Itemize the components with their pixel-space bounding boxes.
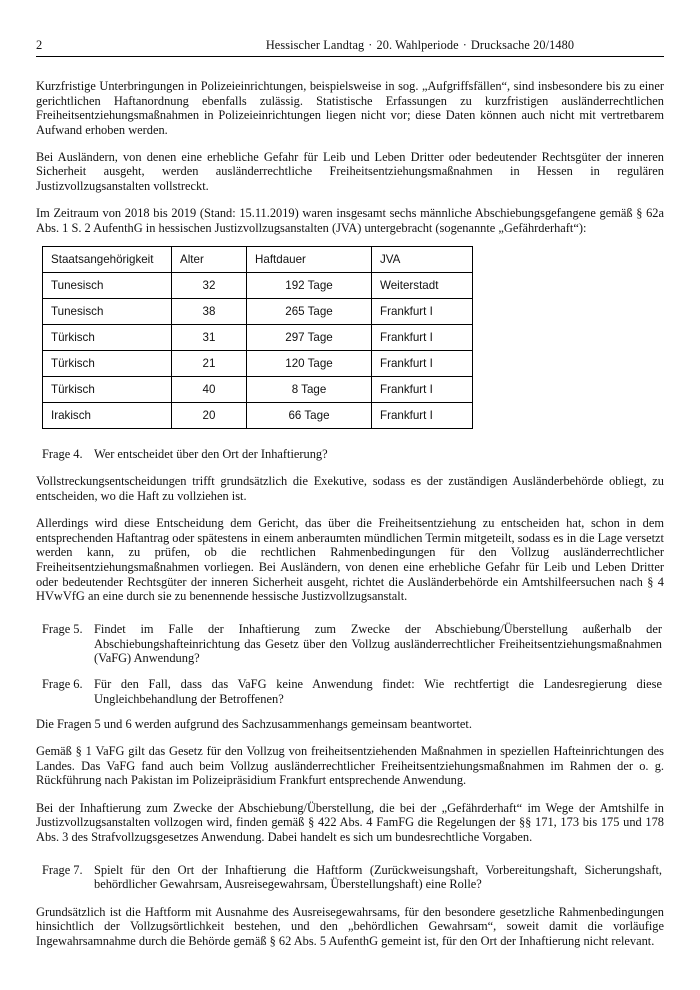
cell-jva: Frankfurt I: [372, 377, 473, 403]
paragraph-3: Im Zeitraum von 2018 bis 2019 (Stand: 15.11.2019) waren insgesamt sechs männliche Abschiebungsgefangene gemäß § 62a Abs. 1 S. 2 AufenthG in hessischen Justizvollzugsanstalten (JVA) untergebracht (sogenannte „Gefährderhaft“):: [36, 206, 664, 235]
cell-jva: Frankfurt I: [372, 299, 473, 325]
cell-duration: 192 Tage: [247, 273, 372, 299]
cell-jva: Weiterstadt: [372, 273, 473, 299]
question-7: [36, 863, 664, 892]
page-header: [36, 38, 664, 57]
question-5-text: Findet im Falle der Inhaftierung zum Zwecke der Abschiebung/Überstellung außerhalb der Abschiebungshafteinrichtung das Gesetz über den Vollzug ausländerrechtlicher Freiheitsentziehungsmaßnahmen (VaFG) Anwendung?: [94, 622, 662, 666]
cell-nationality: Türkisch: [43, 377, 172, 403]
table-header-nationality: Staatsangehörigkeit: [43, 247, 172, 273]
cell-age: 21: [172, 351, 247, 377]
paragraph-5: Allerdings wird diese Entscheidung dem Gericht, das über die Freiheitsentziehung zu entscheiden hat, schon in dem entsprechenden Haftantrag oder spätestens in einem anberaumten mündlichen Termin mitgeteilt, sodass es in die Lage versetzt werden kann, zu prüfen, ob die rechtlichen Rahmenbedingungen für den Vollzug ausländerrechtlicher Freiheitsentziehungsmaßnahmen vorliegen. Bei Ausländern, von denen eine erhebliche Gefahr für Leib und Leben Dritter oder bedeutender Rechtsgüter der inneren Sicherheit ausgeht, richtet die Ausländerbehörde ein Amtshilfeersuchen nach § 4 HVwVfG an eine durch sie zu benennende hessische Justizvollzugsanstalt.: [36, 516, 664, 604]
cell-duration: 8 Tage: [247, 377, 372, 403]
header-title: [186, 38, 664, 53]
table-row: [43, 299, 473, 325]
cell-nationality: Irakisch: [43, 403, 172, 429]
question-7-text: Spielt für den Ort der Inhaftierung die Haftform (Zurückweisungshaft, Vorbereitungshaft, Sicherungshaft, behördlicher Gewahrsam, Ausreisegewahrsam, Überstellungshaft) eine Rolle?: [94, 862, 662, 892]
paragraph-2: Bei Ausländern, von denen eine erhebliche Gefahr für Leib und Leben Dritter oder bedeutender Rechtsgüter der inneren Sicherheit ausgeht, werden ausländerrechtliche Freiheitsentziehungsmaßnahmen in Hessen in regulären Justizvollzugsanstalten vollstreckt.: [36, 149, 664, 194]
detention-table: [42, 246, 473, 429]
header-title-part3: Drucksache 20/1480: [470, 38, 575, 52]
cell-age: 20: [172, 403, 247, 429]
cell-age: 32: [172, 273, 247, 299]
cell-nationality: Tunesisch: [43, 299, 172, 325]
paragraph-9: Grundsätzlich ist die Haftform mit Ausnahme des Ausreisegewahrsams, für den besondere gesetzliche Rahmenbedingungen hinsichtlich der Vollzugsörtlichkeit bestehen, und den „behördlichen Gewahrsam“, soweit damit die vorläufige Ingewahrsamnahme durch die Behörde gemäß § 62 Abs. 5 AufenthG gemeint ist, für den Ort der Inhaftierung nicht relevant.: [36, 904, 664, 948]
paragraph-6: Die Fragen 5 und 6 werden aufgrund des Sachzusammenhangs gemeinsam beantwortet.: [36, 717, 472, 732]
cell-jva: Frankfurt I: [372, 325, 473, 351]
table-header-jva: JVA: [372, 247, 473, 273]
paragraph-4: Vollstreckungsentscheidungen trifft grundsätzlich die Exekutive, sodass es der zuständigen Ausländerbehörde obliegt, zu entscheiden, wo die Haft zu vollziehen ist.: [36, 474, 664, 504]
cell-jva: Frankfurt I: [372, 403, 473, 429]
cell-duration: 120 Tage: [247, 351, 372, 377]
cell-duration: 265 Tage: [247, 299, 372, 325]
table-row: [43, 377, 473, 403]
question-7-label: Frage 7.: [42, 862, 83, 877]
question-6: [36, 677, 664, 706]
paragraph-8: Bei der Inhaftierung zum Zwecke der Abschiebung/Überstellung, die bei der „Gefährderhaft“ im Wege der Amtshilfe in Justizvollzugsanstalten vollzogen wird, finden gemäß § 422 Abs. 4 FamFG die Regelungen der §§ 171, 173 bis 175 und 178 Abs. 3 des Strafvollzugsgesetzes Anwendung. Dabei handelt es sich um bundesrechtliche Vorgaben.: [36, 800, 664, 844]
table-row: [43, 325, 473, 351]
question-6-text: Für den Fall, dass das VaFG keine Anwendung findet: Wie rechtfertigt die Landesregierung diese Ungleichbehandlung der Betroffenen?: [94, 676, 662, 706]
page-number: 2: [36, 38, 43, 52]
cell-duration: 66 Tage: [247, 403, 372, 429]
question-4-label: Frage 4.: [42, 447, 83, 462]
question-6-label: Frage 6.: [42, 676, 83, 691]
question-4: [36, 447, 664, 462]
header-title-part2: 20. Wahlperiode: [376, 38, 459, 52]
table-row: [43, 273, 473, 299]
question-4-text: Wer entscheidet über den Ort der Inhaftierung?: [94, 447, 328, 462]
table-row: [43, 403, 473, 429]
cell-age: 31: [172, 325, 247, 351]
table-header-row: [43, 247, 473, 273]
paragraph-1: Kurzfristige Unterbringungen in Polizeieinrichtungen, beispielsweise in sog. „Aufgriffsfällen“, sind insbesondere bis zu einer gerichtlichen Haftanordnung ebenfalls zulässig. Statistische Erfassungen zu kurzfristigen ausländerrechtlichen Freiheitsentziehungsmaßnahmen in Polizeieinrichtungen liegen nicht vor; diese Daten können auch nicht mit vertretbarem Aufwand erhoben werden.: [36, 79, 664, 137]
cell-nationality: Türkisch: [43, 351, 172, 377]
cell-duration: 297 Tage: [247, 325, 372, 351]
cell-jva: Frankfurt I: [372, 351, 473, 377]
header-title-part1: Hessischer Landtag: [265, 38, 365, 52]
paragraph-7: Gemäß § 1 VaFG gilt das Gesetz für den Vollzug von freiheitsentziehenden Maßnahmen in speziellen Hafteinrichtungen des Landes. Das VaFG fand auch beim Vollzug ausländerrechtlicher Freiheitsentziehungsmaßnahmen im Rahmen der o. g. Rückführung nach Pakistan im Polizeipräsidium Frankfurt entsprechende Anwendung.: [36, 744, 664, 788]
cell-nationality: Tunesisch: [43, 273, 172, 299]
table-header-age: Alter: [172, 247, 247, 273]
header-separator-1: ·: [368, 38, 373, 52]
header-separator-2: ·: [462, 38, 467, 52]
question-5: [36, 622, 664, 666]
cell-age: 38: [172, 299, 247, 325]
table-row: [43, 351, 473, 377]
table-header-duration: Haftdauer: [247, 247, 372, 273]
cell-nationality: Türkisch: [43, 325, 172, 351]
question-5-label: Frage 5.: [42, 622, 83, 637]
cell-age: 40: [172, 377, 247, 403]
